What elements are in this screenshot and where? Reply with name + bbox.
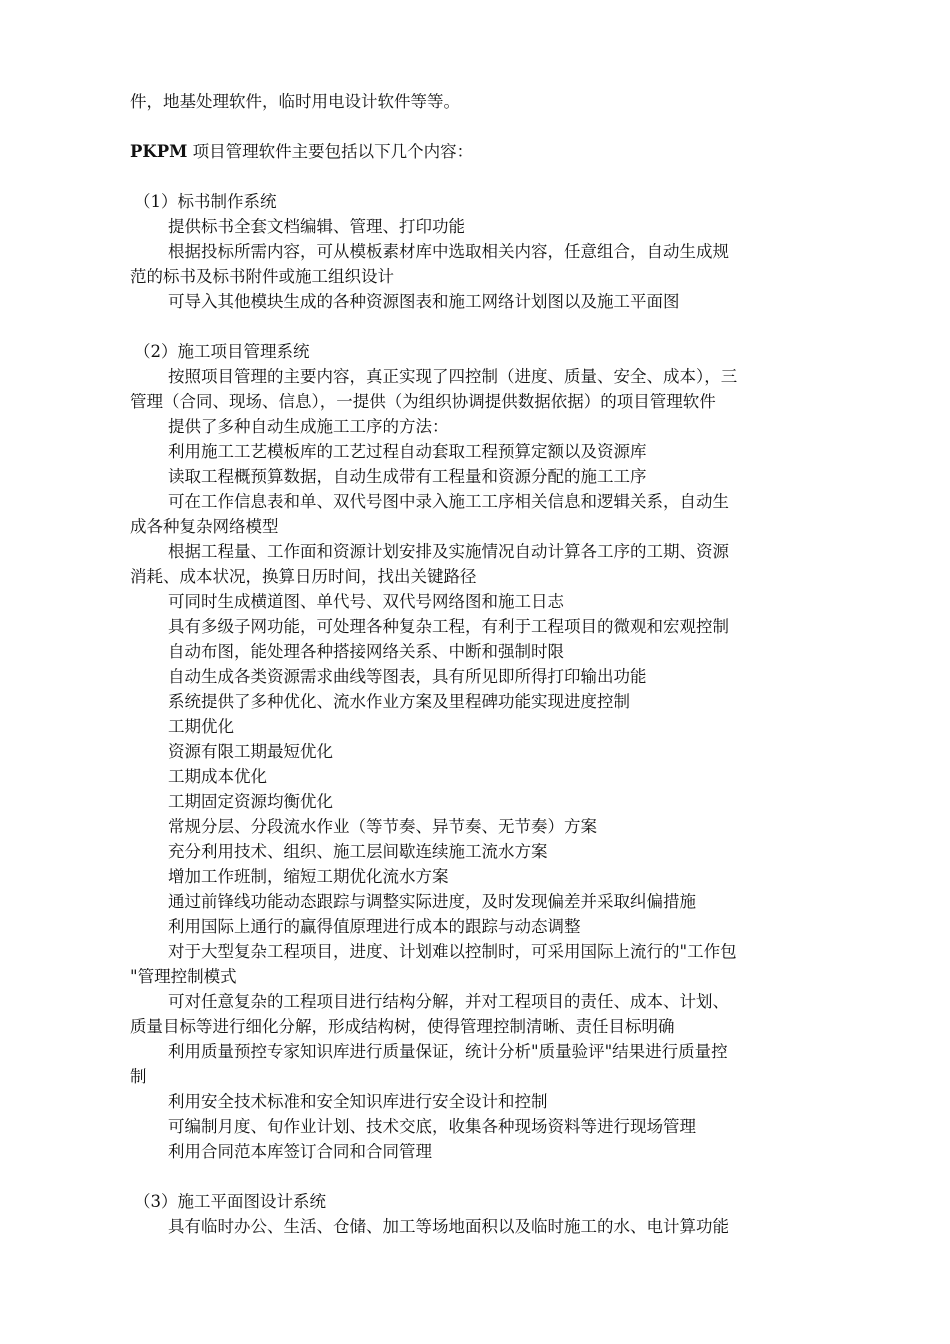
section1-line: 提供标书全套文档编辑、管理、打印功能 [168,217,465,236]
section2-line: "管理控制模式 [130,967,237,986]
section2-line: 读取工程概预算数据，自动生成带有工程量和资源分配的施工工序 [168,467,647,486]
section3-heading: （3）施工平面图设计系统 [134,1192,326,1211]
section1-heading: （1）标书制作系统 [134,192,277,211]
section2-line: 自动布图，能处理各种搭接网络关系、中断和强制时限 [168,642,564,661]
section1-line: 根据投标所需内容，可从模板素材库中选取相关内容，任意组合，自动生成规 [168,242,729,261]
section2-line: 成各种复杂网络模型 [130,517,279,536]
section2-line: 常规分层、分段流水作业（等节奏、异节奏、无节奏）方案 [168,817,597,836]
section2-heading: （2）施工项目管理系统 [134,342,310,361]
section2-line: 具有多级子网功能，可处理各种复杂工程，有利于工程项目的微观和宏观控制 [168,617,729,636]
section2-line: 工期优化 [168,717,234,736]
section2-line: 充分利用技术、组织、施工层间歇连续施工流水方案 [168,842,548,861]
section2-line: 资源有限工期最短优化 [168,742,333,761]
section2-line: 利用安全技术标准和安全知识库进行安全设计和控制 [168,1092,548,1111]
section2-line: 可对任意复杂的工程项目进行结构分解，并对工程项目的责任、成本、计划、 [168,992,729,1011]
section3-line: 具有临时办公、生活、仓储、加工等场地面积以及临时施工的水、电计算功能 [168,1217,729,1236]
summary-line [130,142,473,162]
section2-line: 可编制月度、旬作业计划、技术交底，收集各种现场资料等进行现场管理 [168,1117,696,1136]
section2-line: 通过前锋线功能动态跟踪与调整实际进度，及时发现偏差并采取纠偏措施 [168,892,696,911]
section2-line: 质量目标等进行细化分解，形成结构树，使得管理控制清晰、责任目标明确 [130,1017,675,1036]
section2-line: 可在工作信息表和单、双代号图中录入施工工序相关信息和逻辑关系，自动生 [168,492,729,511]
summary-text: 项目管理软件主要包括以下几个内容： [187,142,474,161]
section2-line: 利用质量预控专家知识库进行质量保证，统计分析"质量验评"结果进行质量控 [168,1042,728,1061]
section2-line: 消耗、成本状况，换算日历时间，找出关键路径 [130,567,477,586]
section1-line: 范的标书及标书附件或施工组织设计 [130,267,394,286]
section2-line: 利用合同范本库签订合同和合同管理 [168,1142,432,1161]
summary-bold: PKPM [130,142,188,161]
section2-line: 对于大型复杂工程项目，进度、计划难以控制时，可采用国际上流行的"工作包 [168,942,737,961]
section2-line: 自动生成各类资源需求曲线等图表，具有所见即所得打印输出功能 [168,667,647,686]
section2-line: 提供了多种自动生成施工工序的方法： [168,417,449,436]
section2-line: 利用施工工艺模板库的工艺过程自动套取工程预算定额以及资源库 [168,442,647,461]
section1-line: 可导入其他模块生成的各种资源图表和施工网络计划图以及施工平面图 [168,292,680,311]
section2-line: 按照项目管理的主要内容，真正实现了四控制（进度、质量、安全、成本），三 [168,367,738,386]
intro-line: 件，地基处理软件，临时用电设计软件等等。 [130,92,460,111]
section2-line: 可同时生成横道图、单代号、双代号网络图和施工日志 [168,592,564,611]
section2-line: 根据工程量、工作面和资源计划安排及实施情况自动计算各工序的工期、资源 [168,542,729,561]
section2-line: 利用国际上通行的赢得值原理进行成本的跟踪与动态调整 [168,917,581,936]
section2-line: 制 [130,1067,147,1086]
section2-line: 系统提供了多种优化、流水作业方案及里程碑功能实现进度控制 [168,692,630,711]
section2-line: 增加工作班制，缩短工期优化流水方案 [168,867,449,886]
section2-line: 管理（合同、现场、信息），一提供（为组织协调提供数据依据）的项目管理软件 [130,392,716,411]
section2-line: 工期固定资源均衡优化 [168,792,333,811]
section2-line: 工期成本优化 [168,767,267,786]
